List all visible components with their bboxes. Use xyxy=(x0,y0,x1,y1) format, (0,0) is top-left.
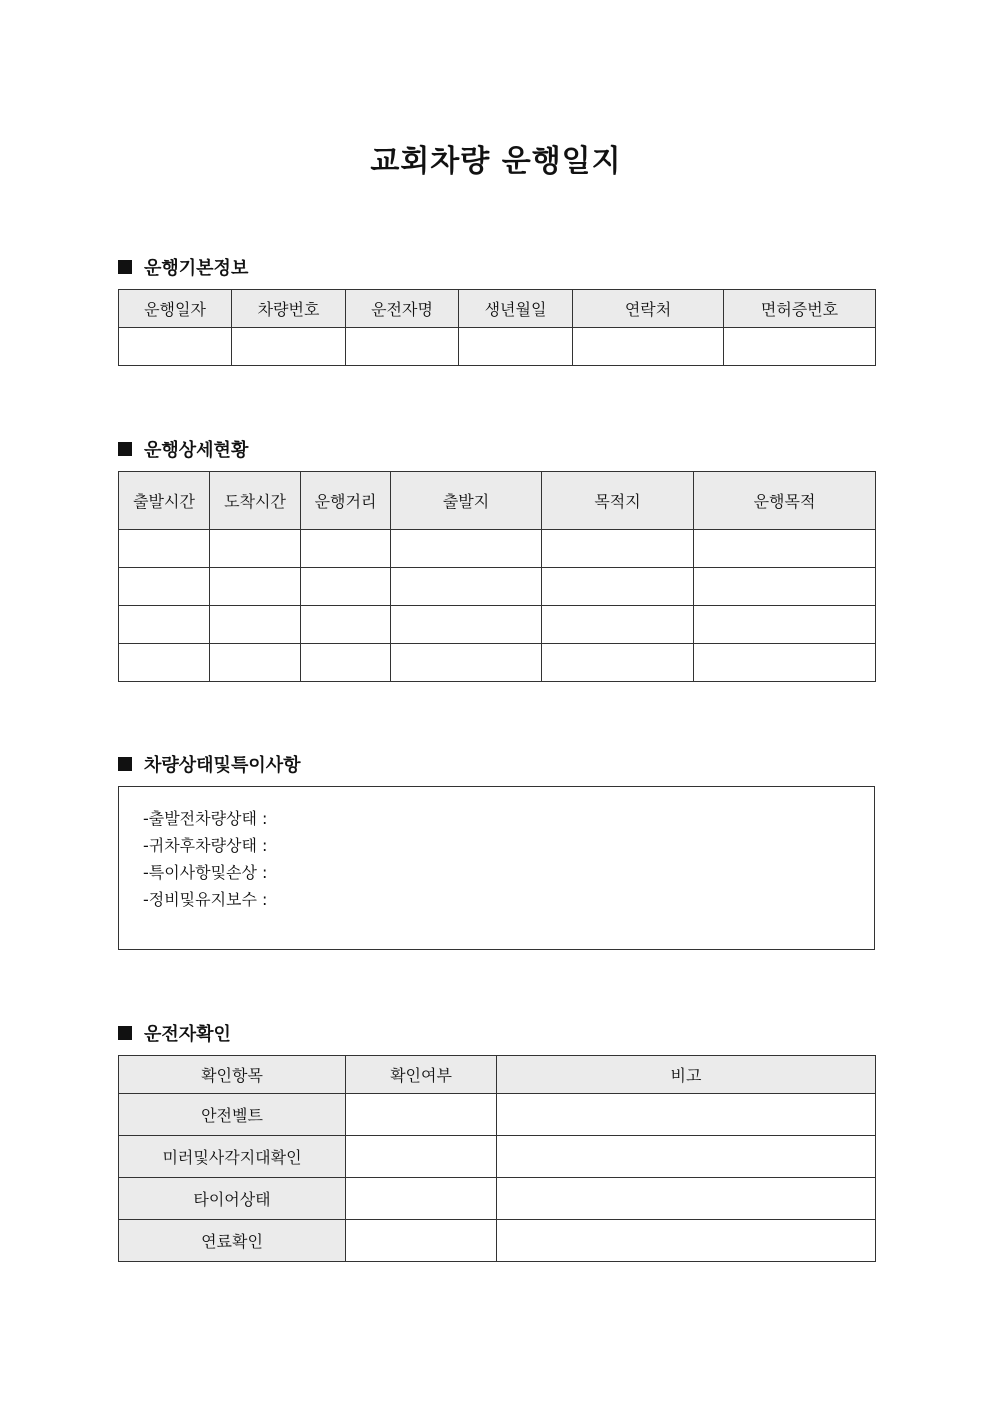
header-cell: 출발시간 xyxy=(119,472,210,530)
check-status-cell[interactable] xyxy=(346,1178,497,1220)
header-cell: 연락처 xyxy=(573,290,724,328)
input-cell[interactable] xyxy=(301,530,391,568)
header-cell: 목적지 xyxy=(542,472,694,530)
input-cell[interactable] xyxy=(542,644,694,682)
table-row xyxy=(119,328,876,366)
input-cell[interactable] xyxy=(391,606,542,644)
header-cell: 운전자명 xyxy=(346,290,459,328)
square-bullet-icon xyxy=(118,1026,132,1040)
header-cell: 면허증번호 xyxy=(724,290,876,328)
header-cell: 도착시간 xyxy=(210,472,301,530)
table-row xyxy=(119,1136,876,1178)
remarks-cell[interactable] xyxy=(497,1220,876,1262)
header-cell: 비고 xyxy=(497,1056,876,1094)
input-cell[interactable] xyxy=(301,606,391,644)
table-header-row xyxy=(119,290,876,328)
input-cell[interactable] xyxy=(119,606,210,644)
page-title: 교회차량 운행일지 xyxy=(370,144,622,179)
status-note-item: -특이사항및손상 : xyxy=(143,863,268,882)
check-item-label: 안전벨트 xyxy=(119,1094,346,1136)
input-cell[interactable] xyxy=(694,644,876,682)
input-cell[interactable] xyxy=(694,568,876,606)
input-cell[interactable] xyxy=(119,530,210,568)
header-cell: 출발지 xyxy=(391,472,542,530)
status-note-item: -귀차후차량상태 : xyxy=(143,836,268,855)
check-item-label: 타이어상태 xyxy=(119,1178,346,1220)
square-bullet-icon xyxy=(118,442,132,456)
section-heading-label: 운행기본정보 xyxy=(144,258,249,279)
section-heading-label: 차량상태및특이사항 xyxy=(144,755,301,776)
input-cell[interactable] xyxy=(119,644,210,682)
input-cell[interactable] xyxy=(542,606,694,644)
status-note-item: -출발전차량상태 : xyxy=(143,809,268,828)
input-cell[interactable] xyxy=(232,328,346,366)
input-cell[interactable] xyxy=(542,568,694,606)
input-cell[interactable] xyxy=(724,328,876,366)
header-cell: 운행일자 xyxy=(119,290,232,328)
driver-confirm-table xyxy=(118,1055,876,1262)
remarks-cell[interactable] xyxy=(497,1136,876,1178)
table-header-row xyxy=(119,1056,876,1094)
table-row xyxy=(119,1178,876,1220)
input-cell[interactable] xyxy=(210,568,301,606)
table-row xyxy=(119,530,876,568)
status-note-item: -정비및유지보수 : xyxy=(143,890,268,909)
table-row xyxy=(119,568,876,606)
header-cell: 운행목적 xyxy=(694,472,876,530)
input-cell[interactable] xyxy=(391,568,542,606)
check-status-cell[interactable] xyxy=(346,1136,497,1178)
section-heading-basic xyxy=(118,254,248,280)
table-row xyxy=(119,644,876,682)
input-cell[interactable] xyxy=(573,328,724,366)
check-item-label: 미러및사각지대확인 xyxy=(119,1136,346,1178)
input-cell[interactable] xyxy=(210,530,301,568)
input-cell[interactable] xyxy=(391,644,542,682)
square-bullet-icon xyxy=(118,260,132,274)
check-status-cell[interactable] xyxy=(346,1220,497,1262)
table-row xyxy=(119,606,876,644)
input-cell[interactable] xyxy=(459,328,573,366)
table-row xyxy=(119,1220,876,1262)
basic-info-table xyxy=(118,289,876,366)
header-cell: 운행거리 xyxy=(301,472,391,530)
input-cell[interactable] xyxy=(694,530,876,568)
input-cell[interactable] xyxy=(391,530,542,568)
input-cell[interactable] xyxy=(210,644,301,682)
header-cell: 확인여부 xyxy=(346,1056,497,1094)
remarks-cell[interactable] xyxy=(497,1178,876,1220)
header-cell: 차량번호 xyxy=(232,290,346,328)
input-cell[interactable] xyxy=(301,644,391,682)
input-cell[interactable] xyxy=(119,568,210,606)
table-row xyxy=(119,1094,876,1136)
section-heading-label: 운전자확인 xyxy=(144,1024,231,1045)
remarks-cell[interactable] xyxy=(497,1094,876,1136)
section-heading-status xyxy=(118,751,301,777)
section-heading-label: 운행상세현황 xyxy=(144,440,249,461)
input-cell[interactable] xyxy=(301,568,391,606)
input-cell[interactable] xyxy=(346,328,459,366)
check-item-label: 연료확인 xyxy=(119,1220,346,1262)
input-cell[interactable] xyxy=(542,530,694,568)
input-cell[interactable] xyxy=(210,606,301,644)
square-bullet-icon xyxy=(118,757,132,771)
header-cell: 확인항목 xyxy=(119,1056,346,1094)
input-cell[interactable] xyxy=(119,328,232,366)
trip-detail-table xyxy=(118,471,876,682)
check-status-cell[interactable] xyxy=(346,1094,497,1136)
header-cell: 생년월일 xyxy=(459,290,573,328)
vehicle-status-notes[interactable] xyxy=(118,786,875,950)
input-cell[interactable] xyxy=(694,606,876,644)
section-heading-detail xyxy=(118,436,248,462)
table-header-row xyxy=(119,472,876,530)
section-heading-confirm xyxy=(118,1020,231,1046)
